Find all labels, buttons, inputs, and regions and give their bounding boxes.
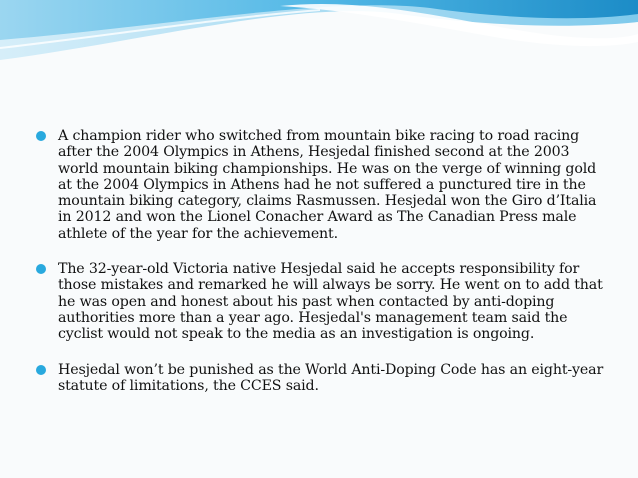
bullet-item — [36, 362, 608, 395]
bullet-text: The 32-year-old Victoria native Hesjedal said he accepts responsibility for those mistakes and remarked he will always be sorry. He went on to add that he was open and honest about his past when contacted by anti-doping authorities more than a year ago. Hesjedal's management team said the cyclist would not speak to the media as an investigation is ongoing. — [58, 261, 603, 343]
bullet-text: Hesjedal won’t be punished as the World Anti-Doping Code has an eight-year statute of limitations, the CCES said. — [58, 361, 604, 394]
bullet-dot-icon — [36, 264, 46, 274]
bullet-list — [36, 128, 608, 413]
header-wave-decoration — [0, 0, 638, 90]
bullet-dot-icon — [36, 365, 46, 375]
bullet-item — [36, 128, 608, 242]
bullet-dot-icon — [36, 131, 46, 141]
bullet-item — [36, 261, 608, 342]
bullet-text: A champion rider who switched from mountain bike racing to road racing after the 2004 Olympics in Athens, Hesjedal finished second at the 2003 world mountain biking championships. He was on the verge of winning gold at the 2004 Olympics in Athens had he not suffered a punctured tire in the mountain biking category, claims Rasmussen. Hesjedal won the Giro d’Italia in 2012 and won the Lionel Conacher Award as The Canadian Press male athlete of the year for the achievement. — [58, 128, 597, 242]
